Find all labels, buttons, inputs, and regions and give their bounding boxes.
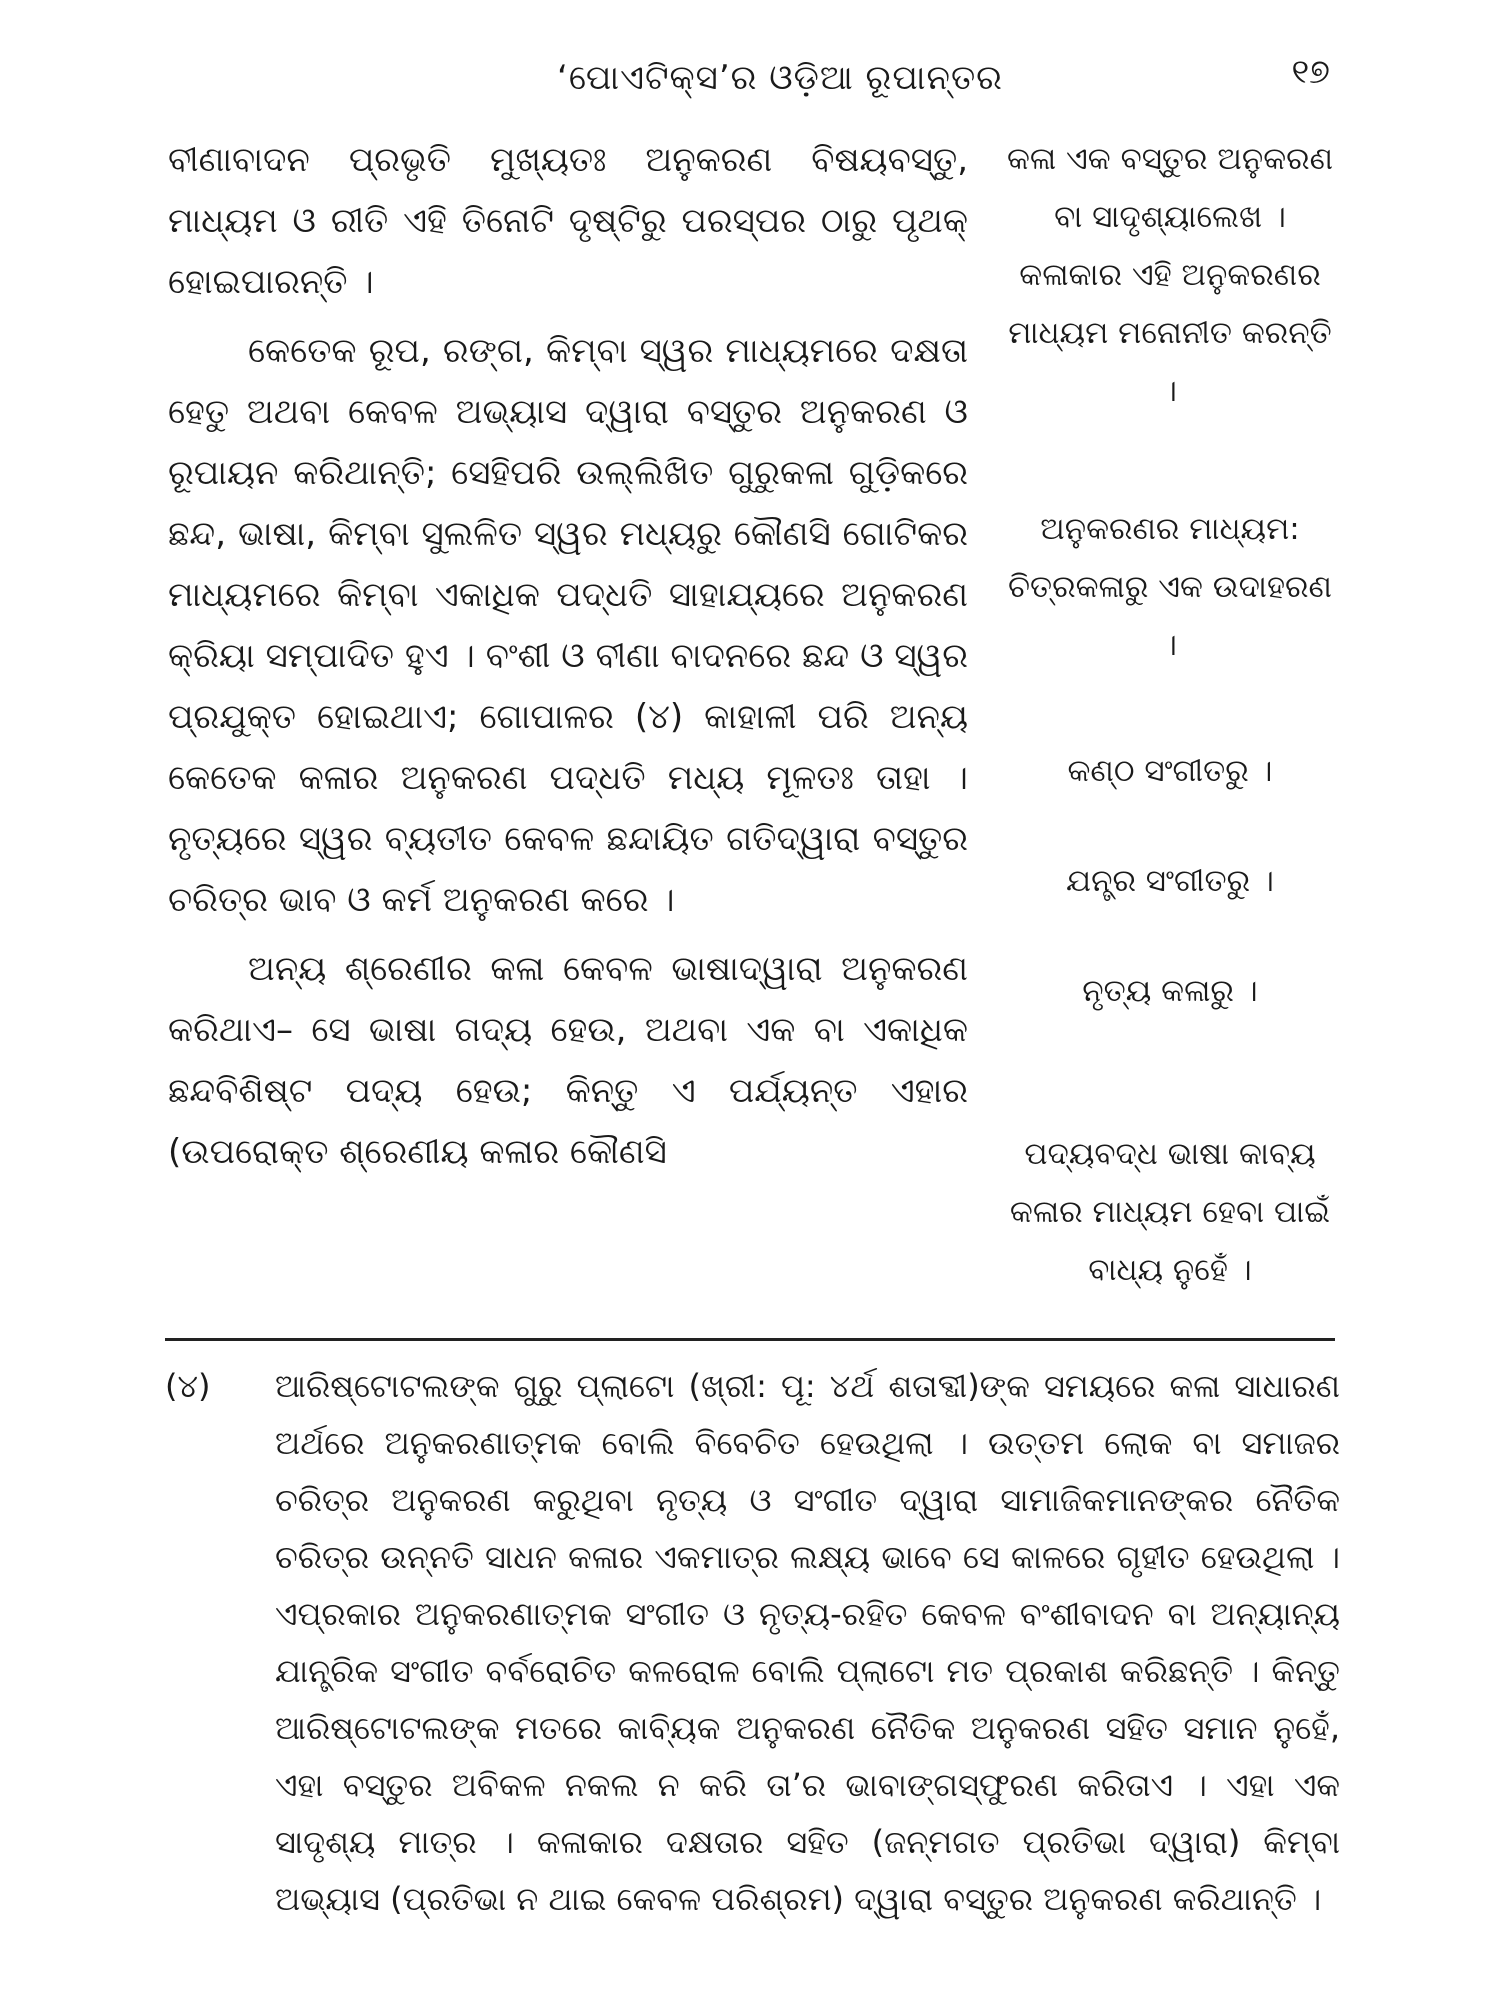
margin-note-1: କଳା ଏକ ବସ୍ତୁର ଅନୁକରଣ ବା ସାଦୃଶ୍ୟାଲେଖ । କଳାକାର ଏହି ଅନୁକରଣର ମାଧ୍ୟମ ମନୋନୀତ କରନ୍ତି । xyxy=(1006,141,1334,409)
page-number: ୧୭ xyxy=(1291,52,1330,92)
footnote xyxy=(165,1358,1340,1928)
margin-note-6: ପଦ୍ୟବଦ୍ଧ ଭାଷା କାବ୍ୟ କଳାର ମାଧ୍ୟମ ହେବା ପାଇଁ ବାଧ୍ୟ ନୁହେଁ । xyxy=(1009,1136,1331,1288)
paragraph-2: କେତେକ ରୂପ, ରଙ୍ଗ, କିମ୍ବା ସ୍ୱର ମାଧ୍ୟମରେ ଦକ୍ଷତା ହେତୁ ଅଥବା କେବଳ ଅଭ୍ୟାସ ଦ୍ୱାରା ବସ୍ତୁର ଅନୁକରଣ ଓ ରୂପାୟନ କରିଥାନ୍ତି; ସେହିପରି ଉଲ୍ଲିଖିତ ଗୁରୁକଳା ଗୁଡ଼ିକରେ ଛନ୍ଦ, ଭାଷା, କିମ୍ବା ସୁଲଳିତ ସ୍ୱର ମଧ୍ୟରୁ କୌଣସି ଗୋଟିକର ମାଧ୍ୟମରେ କିମ୍ବା ଏକାଧିକ ପଦ୍ଧତି ସାହାଯ୍ୟରେ ଅନୁକରଣ କ୍ରିୟା ସମ୍ପାଦିତ ହୁଏ । ବଂଶୀ ଓ ବୀଣା ବାଦନରେ ଛନ୍ଦ ଓ ସ୍ୱର ପ୍ରଯୁକ୍ତ ହୋଇଥାଏ; ଗୋପାଳର (୪) କାହାଳୀ ପରି ଅନ୍ୟ କେତେକ କଳାର ଅନୁକରଣ ପଦ୍ଧତି ମଧ୍ୟ ମୂଳତଃ ତାହା । ନୃତ୍ୟରେ ସ୍ୱର ବ୍ୟତୀତ କେବଳ ଛନ୍ଦାୟିତ ଗତିଦ୍ୱାରା ବସ୍ତୁର ଚରିତ୍ର ଭାବ ଓ କର୍ମ ଅନୁକରଣ କରେ । xyxy=(168,331,968,920)
running-title: ‘ପୋଏଟିକ୍ସ’ର ଓଡ଼ିଆ ରୂପାନ୍ତର xyxy=(557,58,1003,98)
margin-note-3: କଣ୍ଠ ସଂଗୀତରୁ । xyxy=(1067,753,1273,789)
margin-note-2: ଅନୁକରଣର ମାଧ୍ୟମ: ଚିତ୍ରକଳାରୁ ଏକ ଉଦାହରଣ । xyxy=(1007,511,1332,663)
footnote-text: ଆରିଷ୍ଟୋଟଲଙ୍କ ଗୁରୁ ପ୍ଲାଟୋ (ଖ୍ରୀ: ପୂ: ୪ର୍ଥ ଶତାବ୍ଦୀ)ଙ୍କ ସମୟରେ କଳା ସାଧାରଣ ଅର୍ଥରେ ଅନୁକରଣାତ୍ମକ ବୋଲି ବିବେଚିତ ହେଉଥିଲା । ଉତ୍ତମ ଲୋକ ବା ସମାଜର ଚରିତ୍ର ଅନୁକରଣ କରୁଥିବା ନୃତ୍ୟ ଓ ସଂଗୀତ ଦ୍ୱାରା ସାମାଜିକମାନଙ୍କର ନୈତିକ ଚରିତ୍ର ଉନ୍ନତି ସାଧନ କଳାର ଏକମାତ୍ର ଲକ୍ଷ୍ୟ ଭାବେ ସେ କାଳରେ ଗୃହୀତ ହେଉଥିଲା । ଏପ୍ରକାର ଅନୁକରଣାତ୍ମକ ସଂଗୀତ ଓ ନୃତ୍ୟ-ରହିତ କେବଳ ବଂଶୀବାଦନ ବା ଅନ୍ୟାନ୍ୟ ଯାନ୍ତ୍ରିକ ସଂଗୀତ ବର୍ବରୋଚିତ କଳରୋଳ ବୋଲି ପ୍ଲାଟୋ ମତ ପ୍ରକାଶ କରିଛନ୍ତି । କିନ୍ତୁ ଆରିଷ୍ଟୋଟଲଙ୍କ ମତରେ କାବ୍ୟିକ ଅନୁକରଣ ନୈତିକ ଅନୁକରଣ ସହିତ ସମାନ ନୁହେଁ, ଏହା ବସ୍ତୁର ଅବିକଳ ନକଲ ନ କରି ତା’ର ଭାବାଙ୍ଗସ୍ଫୁରଣ କରିତାଏ । ଏହା ଏକ ସାଦୃଶ୍ୟ ମାତ୍ର । କଳାକାର ଦକ୍ଷତାର ସହିତ (ଜନ୍ମଗତ ପ୍ରତିଭା ଦ୍ୱାରା) କିମ୍ବା ଅଭ୍ୟାସ (ପ୍ରତିଭା ନ ଥାଇ କେବଳ ପରିଶ୍ରମ) ଦ୍ୱାରା ବସ୍ତୁର ଅନୁକରଣ କରିଥାନ୍ତି । xyxy=(275,1367,1340,1918)
paragraph-3: ଅନ୍ୟ ଶ୍ରେଣୀର କଳା କେବଳ ଭାଷାଦ୍ୱାରା ଅନୁକରଣ କରିଥାଏ– ସେ ଭାଷା ଗଦ୍ୟ ହେଉ, ଅଥବା ଏକ ବା ଏକାଧିକ ଛନ୍ଦବିଶିଷ୍ଟ ପଦ୍ୟ ହେଉ; କିନ୍ତୁ ଏ ପର୍ଯ୍ୟନ୍ତ ଏହାର (ଉପରୋକ୍ତ ଶ୍ରେଣୀୟ କଳାର କୌଣସି xyxy=(168,949,968,1172)
margin-note-4: ଯନ୍ତ୍ର ସଂଗୀତରୁ । xyxy=(1066,863,1274,899)
footnote-marker: (୪) xyxy=(165,1367,211,1405)
paragraph-1: ବୀଣାବାଦନ ପ୍ରଭୃତି ମୁଖ୍ୟତଃ ଅନୁକରଣ ବିଷୟବସ୍ତୁ, ମାଧ୍ୟମ ଓ ରୀତି ଏହି ତିନୋଟି ଦୃଷ୍ଟିରୁ ପରସ୍ପର ଠାରୁ ପୃଥକ୍ ହୋଇପାରନ୍ତି । xyxy=(168,140,968,302)
main-text-column xyxy=(168,130,968,1191)
margin-note-5: ନୃତ୍ୟ କଳାରୁ । xyxy=(1082,973,1258,1009)
footnote-divider xyxy=(165,1338,1335,1341)
